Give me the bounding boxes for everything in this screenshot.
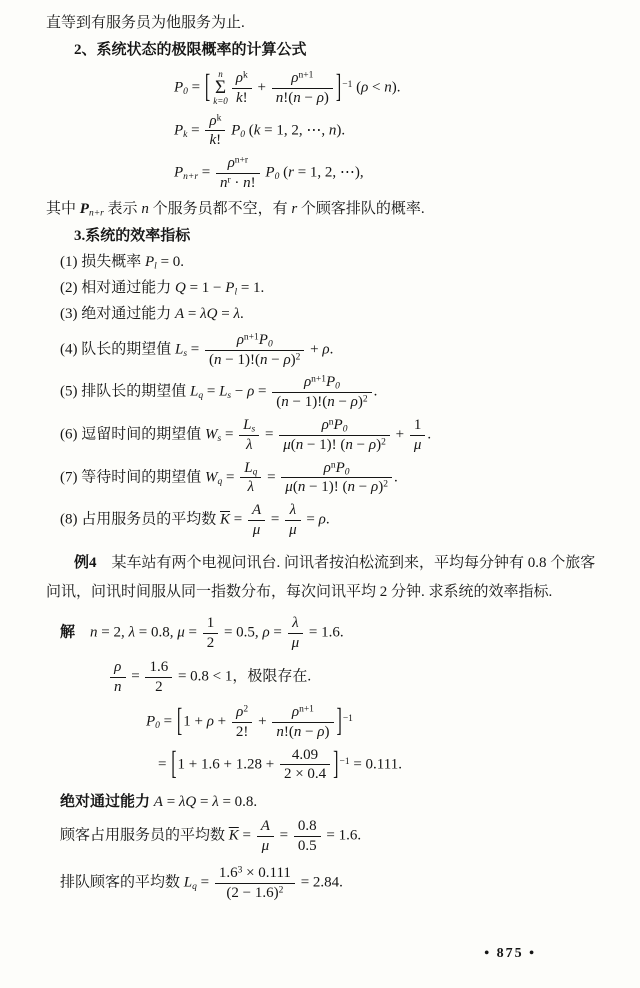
item-absolute-capacity: (3) 绝对通过能力 A = λQ = λ. [60, 305, 244, 322]
solution-absolute-capacity-line: 绝对通过能力 A = λQ = λ = 0.8. [60, 794, 258, 811]
solution-limit-check-line: $\frac{\rho}{n}$ = $\frac{1.6}{2}$ = 0.8 < 1，极限存在. [108, 659, 604, 696]
solution-p0-value-line: = [1 + 1.6 + 1.28 + $\frac{4.09}{2 \times 0.4}$ ]$^{-1}$ = 0.111. [158, 746, 402, 783]
formula-p0-general: P0 = [ n Σ k=0 $\frac{\rho^k}{k!}$ + $\frac{\rho^{n+1}}{n!(n - \rho)}$ ]$^{-1}$ (ρ < n). [174, 69, 401, 107]
solution-avg-queue-line: 排队顾客的平均数 Lq = $\frac{1.6^3 \times 0.111}{(2 - 1.6)^2}$ = 2.84. [60, 864, 343, 901]
section-heading-2: 2、系统状态的极限概率的计算公式 [74, 42, 307, 58]
example-4-paragraph: 例4 某车站有两个电视问讯台. 问讯者按泊松流到来，平均每分钟有 0.8 个旅客问讯，问讯时间服从同一指数分布，每次问讯平均 2 分钟. 求系统的效率指标. [46, 554, 596, 600]
item-busy-servers: (8) 占用服务员的平均数 $\overline{K}$ = $\frac{A}{\mu}$ = $\frac{\lambda}{\mu}$ = ρ. [60, 502, 330, 538]
solution-params-line: 解 n = 2, λ = 0.8, μ = $\frac{1}{2}$ = 0.5, ρ = $\frac{\lambda}{\mu}$ = 1.6. [60, 614, 344, 651]
text-line-pnr-explanation: 其中 Pn+r 表示 n 个服务员都不空，有 r 个顾客排队的概率. [46, 200, 425, 219]
page-number: • 875 • [484, 946, 536, 961]
section-heading-3: 3.系统的效率指标 [74, 227, 191, 244]
solution-p0-formula-line: P0 = [1 + ρ + $\frac{\rho^2}{2!}$ + $\frac{\rho^{n+1}}{n!(n - \rho)}$ ]$^{-1}$ [146, 703, 353, 740]
text-line-intro-continuation: 直等到有服务员为他服务为止. [46, 15, 245, 31]
item-queue-length: (4) 队长的期望值 Ls = $\frac{\rho^{n+1}P0}{(n - 1)!(n - \rho)^2}$ + ρ. [60, 331, 334, 368]
solution-avg-busy-servers-line: 顾客占用服务员的平均数 $\overline{K}$ = $\frac{A}{\mu}$ = $\frac{0.8}{0.5}$ = 1.6. [60, 818, 362, 854]
item-waiting-queue-length: (5) 排队长的期望值 Lq = Ls − ρ = $\frac{\rho^{n+1}P0}{(n - 1)!(n - \rho)^2}$ . [60, 374, 378, 411]
item-waiting-time: (7) 等待时间的期望值 Wq = $\frac{Lq}{\lambda}$ = $\frac{\rho^nP0}{\mu(n - 1)! (n - \rho)^2}$ . [60, 459, 398, 496]
item-sojourn-time: (6) 逗留时间的期望值 Ws = $\frac{Ls}{\lambda}$ = $\frac{\rho^nP0}{\mu(n - 1)! (n - \rho)^2}$ + $\frac{1}{\mu}$ . [60, 416, 432, 453]
formula-pk: Pk = $\frac{\rho^k}{k!}$ P0 (k = 1, 2, ⋯, n). [174, 112, 346, 149]
item-relative-capacity: (2) 相对通过能力 Q = 1 − Pl = 1. [60, 279, 265, 298]
item-loss-probability: (1) 损失概率 Pl = 0. [60, 253, 185, 272]
formula-pnr: Pn+r = $\frac{\rho^{n+r}}{n^r \cdot n!}$ P0 (r = 1, 2, ⋯), [174, 155, 364, 191]
